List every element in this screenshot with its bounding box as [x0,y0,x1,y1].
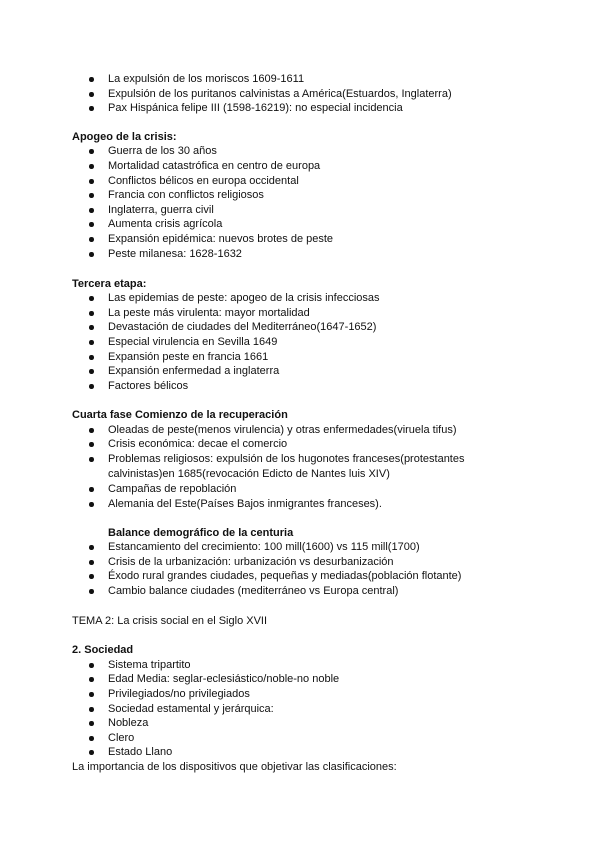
bullet-dot [89,222,94,227]
list-item-text: Expansión peste en francia 1661 [108,351,269,363]
bullet-dot [89,750,94,755]
bullet-dot [89,707,94,712]
list-item-text: Mortalidad catastrófica en centro de europa [108,160,321,172]
bullet-dot [89,164,94,169]
section-heading-sociedad: 2. Sociedad [72,644,134,656]
list-item-text: Clero [108,732,135,744]
list-item-text: Crisis de la urbanización: urbanización vs desurbanización [108,556,394,568]
list-item-text: Campañas de repoblación [108,483,237,495]
bullet-dot [89,574,94,579]
list-item-text: Sistema tripartito [108,659,191,671]
list-item-text: Nobleza [108,717,149,729]
bullet-dot [89,208,94,213]
bullet-dot [89,545,94,550]
bullet-dot [89,736,94,741]
bullet-dot [89,663,94,668]
list-item-text: Las epidemias de peste: apogeo de la crisis infecciosas [108,292,380,304]
bullet-dot [89,369,94,374]
list-item-text: Factores bélicos [108,380,189,392]
bullet-dot [89,311,94,316]
bullet-dot [89,77,94,82]
list-item-text: Pax Hispánica felipe III (1598-16219): no especial incidencia [108,102,403,114]
list-item-text: Guerra de los 30 años [108,145,217,157]
list-item-text: Éxodo rural grandes ciudades, pequeñas y mediadas(población flotante) [108,570,462,582]
section-heading-cuarta: Cuarta fase Comienzo de la recuperación [72,409,288,421]
list-item-text: Crisis económica: decae el comercio [108,438,288,450]
list-item-continuation: calvinistas)en 1685(revocación Edicto de Nantes luis XIV) [108,468,390,480]
list-item-text: Alemania del Este(Países Bajos inmigrantes franceses). [108,498,382,510]
list-item-text: Estado Llano [108,746,173,758]
bullet-dot [89,442,94,447]
bullet-dot [89,340,94,345]
list-item-text: Problemas religiosos: expulsión de los hugonotes franceses(protestantes [108,453,465,465]
bullet-dot [89,457,94,462]
bullet-dot [89,252,94,257]
bullet-dot [89,92,94,97]
list-item-text: La peste más virulenta: mayor mortalidad [108,307,310,319]
bullet-dot [89,560,94,565]
bullet-dot [89,179,94,184]
list-item-text: Expansión epidémica: nuevos brotes de peste [108,233,334,245]
bullet-dot [89,296,94,301]
bullet-dot [89,384,94,389]
bullet-dot [89,325,94,330]
list-item-text: Inglaterra, guerra civil [108,204,214,216]
bullet-dot [89,589,94,594]
bullet-dot [89,355,94,360]
closing-paragraph: La importancia de los dispositivos que objetivar las clasificaciones: [72,761,397,773]
list-item-text: Expansión enfermedad a inglaterra [108,365,280,377]
list-item-text: Conflictos bélicos en europa occidental [108,175,299,187]
bullet-dot [89,428,94,433]
bullet-dot [89,149,94,154]
list-item-text: Francia con conflictos religiosos [108,189,264,201]
bullet-dot [89,677,94,682]
section-heading-balance: Balance demográfico de la centuria [108,527,294,539]
list-item-text: Edad Media: seglar-eclesiástico/noble-no noble [108,673,340,685]
list-item-text: Estancamiento del crecimiento: 100 mill(1600) vs 115 mill(1700) [108,541,420,553]
bullet-dot [89,692,94,697]
list-item-text: Aumenta crisis agrícola [108,218,223,230]
list-item-text: Expulsión de los puritanos calvinistas a América(Estuardos, Inglaterra) [108,88,452,100]
list-item-text: Cambio balance ciudades (mediterráneo vs Europa central) [108,585,399,597]
bullet-dot [89,502,94,507]
list-item-text: Oleadas de peste(menos virulencia) y otras enfermedades(viruela tifus) [108,424,457,436]
list-item-text: Privilegiados/no privilegiados [108,688,250,700]
section-heading-tercera: Tercera etapa: [72,278,147,290]
list-item-text: La expulsión de los moriscos 1609-1611 [108,73,305,85]
list-item-text: Especial virulencia en Sevilla 1649 [108,336,278,348]
tema-title: TEMA 2: La crisis social en el Siglo XVII [72,615,268,627]
section-heading-apogeo: Apogeo de la crisis: [72,131,177,143]
bullet-dot [89,193,94,198]
bullet-dot [89,106,94,111]
list-item-text: Peste milanesa: 1628-1632 [108,248,242,260]
bullet-dot [89,487,94,492]
bullet-dot [89,237,94,242]
list-item-text: Devastación de ciudades del Mediterráneo(1647-1652) [108,321,377,333]
bullet-dot [89,721,94,726]
list-item-text: Sociedad estamental y jerárquica: [108,703,274,715]
